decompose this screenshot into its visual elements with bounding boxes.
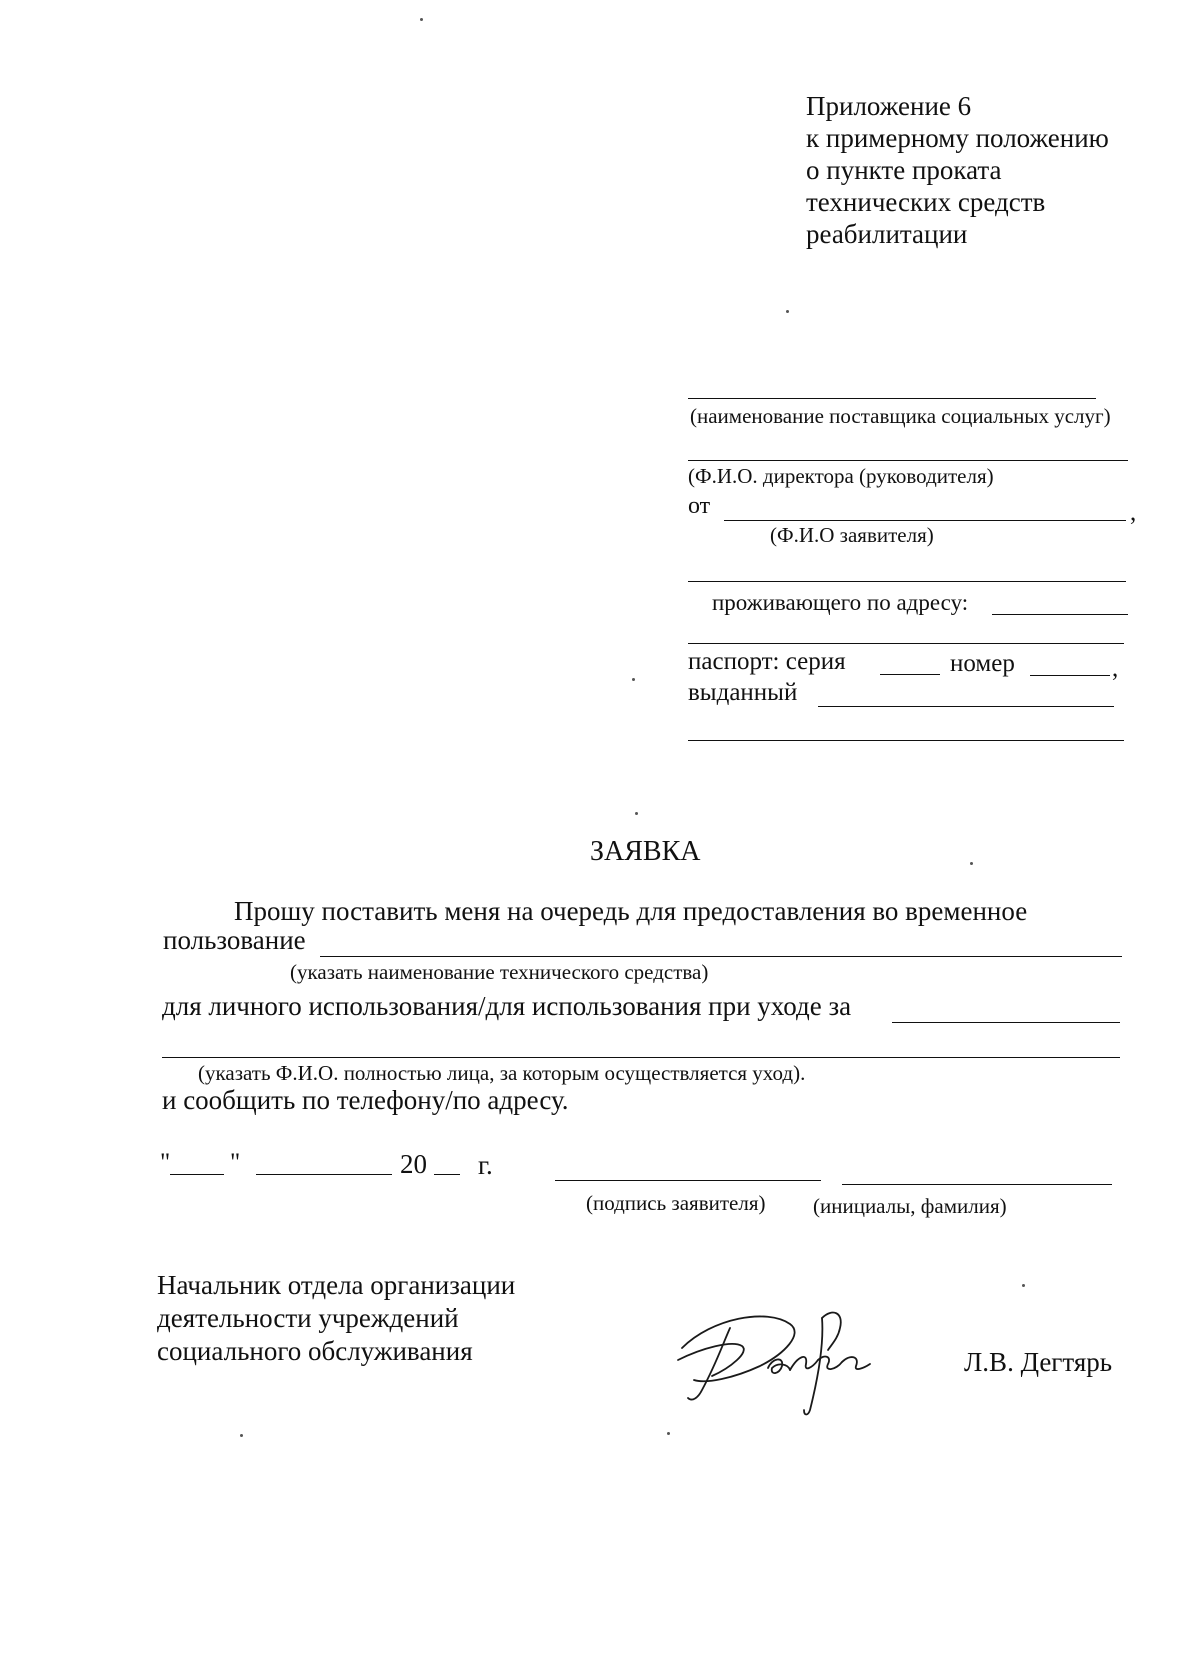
scan-speck (1022, 1284, 1025, 1287)
position-line: социального обслуживания (157, 1336, 473, 1366)
issued-label: выданный (688, 679, 798, 706)
appendix-line: технических средств (806, 187, 1046, 217)
appendix-line: реабилитации (806, 219, 968, 249)
year-suffix: г. (478, 1150, 493, 1180)
date-quote-open: " (160, 1149, 171, 1176)
address-line (992, 614, 1128, 615)
name-line (842, 1184, 1112, 1185)
residing-label: проживающего по адресу: (712, 590, 969, 615)
name-caption: (инициалы, фамилия) (813, 1194, 1007, 1218)
device-caption: (указать наименование технического средства) (290, 960, 709, 984)
day-line (170, 1174, 224, 1175)
address-continuation-line (688, 643, 1124, 644)
device-name-line (320, 956, 1122, 957)
from-comma: , (1130, 499, 1137, 526)
passport-series-label: паспорт: серия (688, 648, 846, 675)
scan-speck (632, 678, 635, 681)
handwritten-signature (672, 1298, 882, 1420)
date-quote-close: " (230, 1149, 241, 1176)
passport-comma: , (1112, 655, 1119, 682)
scan-speck (635, 812, 638, 815)
care-person-line (162, 1057, 1120, 1058)
position-line: Начальник отдела организации (157, 1270, 516, 1300)
request-text-line2: пользование (163, 925, 306, 955)
notify-text: и сообщить по телефону/по адресу. (162, 1085, 569, 1115)
appendix-line: Приложение 6 (806, 91, 972, 121)
director-caption: (Ф.И.О. директора (руководителя) (688, 464, 994, 488)
scan-speck (970, 862, 973, 865)
passport-number-line (1030, 675, 1110, 676)
scan-speck (420, 18, 423, 21)
document-title: ЗАЯВКА (590, 836, 701, 867)
signature-line (555, 1180, 821, 1181)
director-name-line (688, 460, 1128, 461)
appendix-line: к примерному положению (806, 123, 1109, 153)
appendix-line: о пункте проката (806, 155, 1002, 185)
scan-speck (786, 310, 789, 313)
care-caption: (указать Ф.И.О. полностью лица, за которым осуществляется уход). (198, 1061, 806, 1085)
from-label: от (688, 493, 711, 519)
provider-name-line (688, 398, 1096, 399)
usage-text: для личного использования/для использования при уходе за (162, 991, 852, 1021)
applicant-extra-line (688, 581, 1126, 582)
year-prefix: 20 (400, 1149, 427, 1179)
signature-caption: (подпись заявителя) (586, 1191, 766, 1215)
provider-caption: (наименование поставщика социальных услуг) (690, 404, 1111, 428)
month-line (256, 1174, 392, 1175)
applicant-caption: (Ф.И.О заявителя) (770, 523, 934, 547)
request-text-line1: Прошу поставить меня на очередь для предоставления во временное (234, 896, 1028, 926)
applicant-name-line (724, 520, 1126, 521)
year-line (434, 1174, 460, 1175)
care-target-line (892, 1022, 1120, 1023)
issued-by-continuation-line (688, 740, 1124, 741)
passport-series-line (880, 674, 940, 675)
position-line: деятельности учреждений (157, 1303, 459, 1333)
scan-speck (667, 1432, 670, 1435)
passport-number-label: номер (950, 650, 1015, 677)
issued-by-line (818, 706, 1114, 707)
scan-speck (240, 1434, 243, 1437)
signatory-name: Л.В. Дегтярь (964, 1347, 1113, 1377)
